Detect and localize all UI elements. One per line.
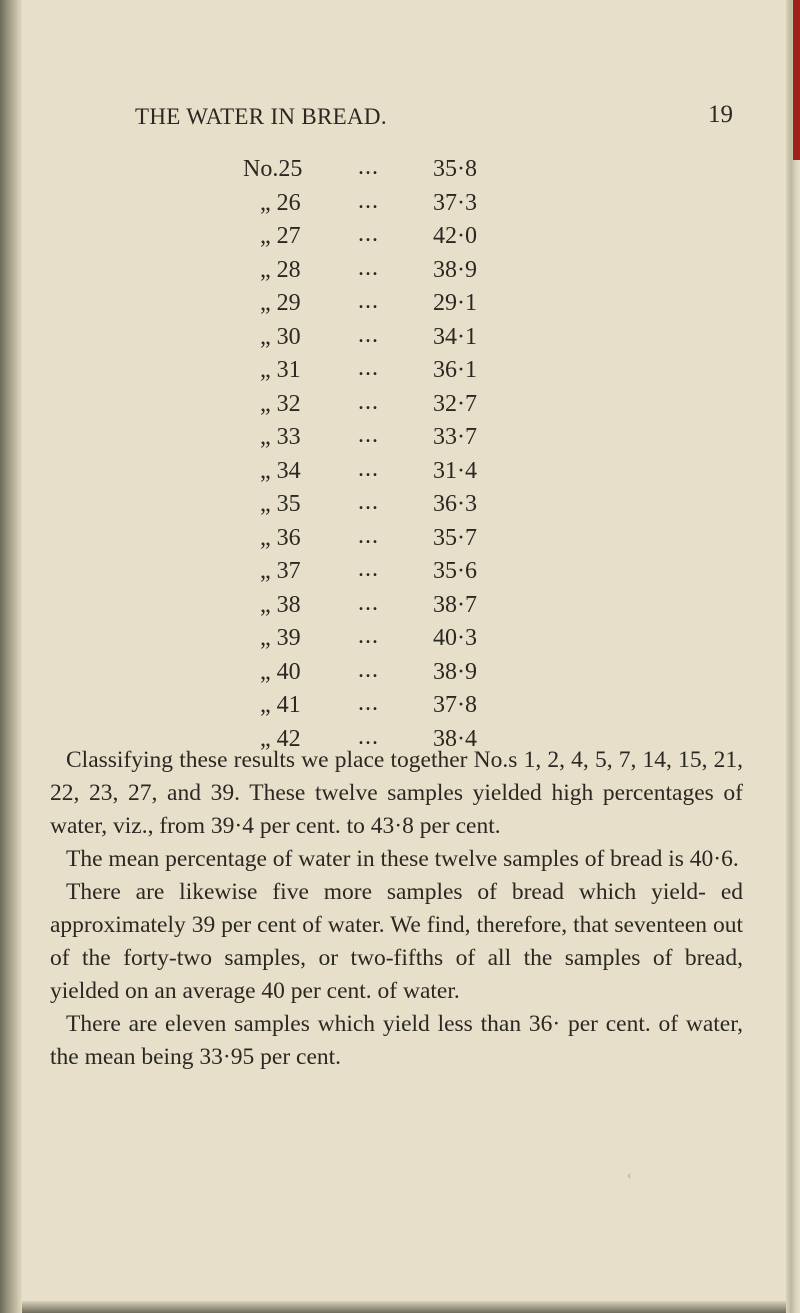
leader-dots: ... — [358, 623, 379, 649]
sample-number: „ 37 — [260, 558, 301, 584]
table-row — [243, 692, 543, 726]
body-text — [50, 744, 743, 1074]
table-row — [243, 491, 543, 525]
water-percentage: 34·1 — [433, 323, 477, 350]
table-row — [243, 187, 543, 224]
leader-dots: ... — [358, 254, 379, 281]
water-percentage: 35·8 — [433, 156, 477, 182]
leader-dots: ... — [358, 723, 379, 750]
leader-dots: ... — [358, 154, 379, 180]
table-row — [243, 455, 543, 492]
sample-number: „ 36 — [260, 524, 301, 551]
table-row — [243, 589, 543, 626]
running-head: THE WATER IN BREAD. — [135, 104, 387, 129]
table-row — [243, 388, 543, 425]
page-right-edge — [786, 0, 800, 1313]
leader-dots: ... — [358, 422, 379, 448]
leader-dots: ... — [358, 288, 379, 314]
sample-number: „ 28 — [260, 256, 301, 283]
water-percentage: 35·6 — [433, 558, 477, 584]
sample-number: „ 27 — [260, 223, 301, 249]
leader-dots: ... — [358, 388, 379, 415]
page-bottom-edge — [22, 1301, 786, 1313]
leader-dots: ... — [358, 187, 379, 214]
paragraph-eleven-samples: There are eleven samples which yield less than 36· per cent. of water, the mean being 33·95 per cent. — [50, 1011, 743, 1070]
leader-dots: ... — [358, 556, 379, 582]
leader-dots: ... — [358, 355, 379, 381]
sample-number: „ 31 — [260, 357, 301, 383]
water-percentage: 32·7 — [433, 390, 477, 417]
page-number: 19 — [708, 101, 733, 128]
water-percentage: 38·4 — [433, 725, 477, 752]
page-gutter-shadow — [0, 0, 22, 1313]
leader-dots: ... — [358, 656, 379, 683]
table-row — [243, 223, 543, 257]
water-percentage: 42·0 — [433, 223, 477, 249]
sample-number: „ 34 — [260, 457, 301, 484]
water-percentage: 37·3 — [433, 189, 477, 216]
sample-number: „ 26 — [260, 189, 301, 216]
water-percentage: 36·3 — [433, 491, 477, 517]
table-row — [243, 290, 543, 324]
leader-dots: ... — [358, 321, 379, 348]
table-row — [243, 357, 543, 391]
table-row — [243, 254, 543, 291]
sample-number: „ 32 — [260, 390, 301, 417]
sample-number: „ 42 — [260, 725, 301, 752]
paragraph-mean: The mean percentage of water in these twelve samples of bread is 40·6. — [66, 846, 739, 872]
leader-dots: ... — [358, 522, 379, 549]
table-row — [243, 625, 543, 659]
water-percentage: 29·1 — [433, 290, 477, 316]
water-percentage: 40·3 — [433, 625, 477, 651]
leader-dots: ... — [358, 489, 379, 515]
sample-number: „ 35 — [260, 491, 301, 517]
stray-mark: ‹ — [627, 1168, 632, 1183]
water-percentage-table — [243, 156, 543, 759]
table-row — [243, 558, 543, 592]
water-percentage: 33·7 — [433, 424, 477, 450]
leader-dots: ... — [358, 221, 379, 247]
table-row — [243, 656, 543, 693]
sample-number: „ 38 — [260, 591, 301, 618]
table-row — [243, 424, 543, 458]
water-percentage: 38·9 — [433, 658, 477, 685]
sample-number: No.25 — [243, 156, 303, 182]
water-percentage: 38·7 — [433, 591, 477, 618]
sample-number: „ 41 — [260, 692, 301, 718]
water-percentage: 35·7 — [433, 524, 477, 551]
table-row — [243, 156, 543, 190]
water-percentage: 38·9 — [433, 256, 477, 283]
page-header — [105, 101, 733, 138]
sample-number: „ 33 — [260, 424, 301, 450]
sample-number: „ 29 — [260, 290, 301, 316]
binding-edge-red — [793, 0, 800, 160]
leader-dots: ... — [358, 690, 379, 716]
water-percentage: 37·8 — [433, 692, 477, 718]
table-row — [243, 321, 543, 358]
leader-dots: ... — [358, 589, 379, 616]
leader-dots: ... — [358, 455, 379, 482]
sample-number: „ 40 — [260, 658, 301, 685]
sample-number: „ 39 — [260, 625, 301, 651]
water-percentage: 36·1 — [433, 357, 477, 383]
table-row — [243, 522, 543, 559]
sample-number: „ 30 — [260, 323, 301, 350]
paragraph-seventeen-samples: There are likewise five more samples of bread which yield- ed approximately 39 per cent of water. We find, therefore, that seventeen out of the forty-two samples, or two-fifths of all the samples of bread, yielded on an average 40 per cent. of water. — [50, 879, 743, 1004]
paragraph-classification: Classifying these results we place together No.s 1, 2, 4, 5, 7, 14, 15, 21, 22, 23, 27, and 39. These twelve samples yielded high percentages of water, viz., from 39·4 per cent. to 43·8 per cent. — [50, 747, 743, 839]
water-percentage: 31·4 — [433, 457, 477, 484]
